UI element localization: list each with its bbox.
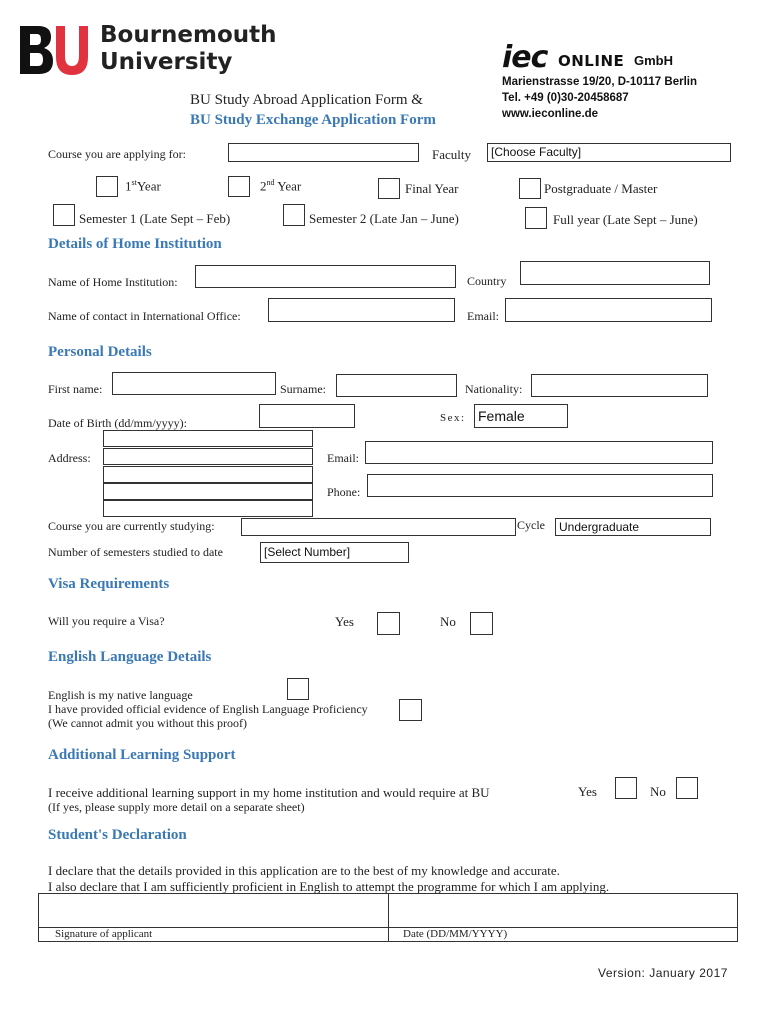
bu-logo-mark [18, 24, 90, 76]
cycle-select[interactable]: Undergraduate [555, 518, 711, 536]
english-heading: English Language Details [48, 649, 212, 665]
address-label: Address: [48, 451, 91, 465]
learning-support-line2: (If yes, please supply more detail on a separate sheet) [48, 800, 305, 814]
home-email-field[interactable] [505, 298, 712, 322]
support-no-checkbox[interactable] [676, 777, 698, 799]
phone-label: Phone: [327, 485, 361, 499]
nationality-label: Nationality: [465, 382, 523, 396]
year1-text: Year [136, 178, 161, 194]
year2-label [260, 178, 301, 194]
personal-email-field[interactable] [365, 441, 713, 464]
iec-gmbh: GmbH [634, 53, 673, 68]
year1-checkbox[interactable] [96, 176, 118, 197]
partner-tel: Tel. +49 (0)30-20458687 [502, 92, 629, 104]
first-name-field[interactable] [112, 372, 276, 395]
english-note: (We cannot admit you without this proof) [48, 716, 247, 730]
intl-contact-field[interactable] [268, 298, 455, 322]
support-yes-label: Yes [578, 784, 597, 799]
declaration-line1: I declare that the details provided in this application are to the best of my knowledge and accurate. [48, 863, 560, 878]
declaration-line2: I also declare that I am sufficiently proficient in English to attempt the programme for which I am applying. [48, 879, 610, 894]
nationality-field[interactable] [531, 374, 708, 397]
learning-support-line1: I receive additional learning support in my home institution and would require at BU [48, 785, 490, 800]
country-field[interactable] [520, 261, 710, 285]
faculty-label: Faculty [432, 147, 471, 162]
full-year-label: Full year (Late Sept – June) [553, 212, 698, 227]
home-institution-heading: Details of Home Institution [48, 236, 222, 252]
semesters-studied-select[interactable]: [Select Number] [260, 542, 409, 563]
year1-sup: st [131, 178, 137, 187]
surname-field[interactable] [336, 374, 457, 397]
phone-field[interactable] [367, 474, 713, 497]
declaration-heading: Student's Declaration [48, 827, 187, 843]
partner-address: Marienstrasse 19/20, D-10117 Berlin [502, 76, 697, 88]
visa-heading: Visa Requirements [48, 576, 170, 592]
support-yes-checkbox[interactable] [615, 777, 637, 799]
intl-contact-label: Name of contact in International Office: [48, 309, 241, 323]
address-field-5[interactable] [103, 500, 313, 517]
year1-label [125, 178, 161, 194]
iec-logo-online: ONLINE [558, 52, 625, 70]
university-name-line2: University [100, 49, 233, 75]
dob-label: Date of Birth (dd/mm/yyyy): [48, 416, 187, 430]
year2-number: 2 [260, 178, 267, 194]
address-field-4[interactable] [103, 483, 313, 500]
full-year-checkbox[interactable] [525, 207, 547, 229]
university-name-line1: Bournemouth [100, 22, 277, 48]
date-label: Date (DD/MM/YYYY) [403, 928, 508, 940]
partner-web: www.ieconline.de [502, 108, 599, 120]
home-institution-label: Name of Home Institution: [48, 275, 178, 289]
address-field-2[interactable] [103, 448, 313, 465]
postgraduate-label: Postgraduate / Master [544, 181, 658, 196]
english-evidence-label: I have provided official evidence of English Language Proficiency [48, 702, 368, 716]
course-applying-label: Course you are applying for: [48, 147, 186, 161]
home-institution-field[interactable] [195, 265, 456, 288]
sex-select[interactable]: Female [474, 404, 568, 428]
form-title-line2: BU Study Exchange Application Form [190, 112, 436, 128]
semester2-label: Semester 2 (Late Jan – June) [309, 211, 459, 226]
visa-yes-label: Yes [335, 614, 354, 629]
surname-label: Surname: [280, 382, 326, 396]
semester1-label: Semester 1 (Late Sept – Feb) [79, 211, 231, 226]
signature-label-cell [39, 928, 389, 941]
bu-logo [18, 22, 278, 78]
signature-field[interactable] [39, 894, 389, 928]
year1-number: 1 [125, 178, 132, 194]
version-text: Version: January 2017 [598, 966, 728, 980]
home-email-label: Email: [467, 309, 499, 323]
year2-checkbox[interactable] [228, 176, 250, 197]
semester2-checkbox[interactable] [283, 204, 305, 226]
visa-no-label: No [440, 614, 456, 629]
personal-email-label: Email: [327, 451, 359, 465]
final-year-label: Final Year [405, 181, 459, 196]
course-applying-field[interactable] [228, 143, 419, 162]
english-native-label: English is my native language [48, 688, 193, 702]
support-no-label: No [650, 784, 666, 799]
address-field-3[interactable] [103, 466, 313, 483]
first-name-label: First name: [48, 382, 103, 396]
semester1-checkbox[interactable] [53, 204, 75, 226]
date-label-cell [389, 928, 737, 941]
course-studying-label: Course you are currently studying: [48, 519, 215, 533]
english-native-checkbox[interactable] [287, 678, 309, 700]
country-label: Country [467, 274, 507, 288]
address-field-1[interactable] [103, 430, 313, 447]
postgraduate-checkbox[interactable] [519, 178, 541, 199]
final-year-checkbox[interactable] [378, 178, 400, 199]
year2-text: Year [274, 178, 302, 194]
sex-label: Sex: [440, 412, 466, 424]
semesters-studied-label: Number of semesters studied to date [48, 545, 223, 559]
signature-table [38, 893, 738, 942]
faculty-select[interactable]: [Choose Faculty] [487, 143, 731, 162]
cycle-label: Cycle [517, 518, 545, 532]
visa-yes-checkbox[interactable] [377, 612, 400, 635]
personal-details-heading: Personal Details [48, 344, 152, 360]
iec-logo [502, 40, 722, 80]
visa-no-checkbox[interactable] [470, 612, 493, 635]
learning-support-heading: Additional Learning Support [48, 747, 236, 763]
english-evidence-checkbox[interactable] [399, 699, 422, 721]
year2-sup: nd [266, 178, 275, 187]
signature-label: Signature of applicant [55, 928, 153, 940]
iec-logo-iec: iec [502, 40, 548, 75]
date-field[interactable] [389, 894, 737, 928]
dob-field[interactable] [259, 404, 355, 428]
visa-question: Will you require a Visa? [48, 614, 165, 628]
form-title-line1: BU Study Abroad Application Form & [190, 92, 423, 108]
course-studying-field[interactable] [241, 518, 516, 536]
